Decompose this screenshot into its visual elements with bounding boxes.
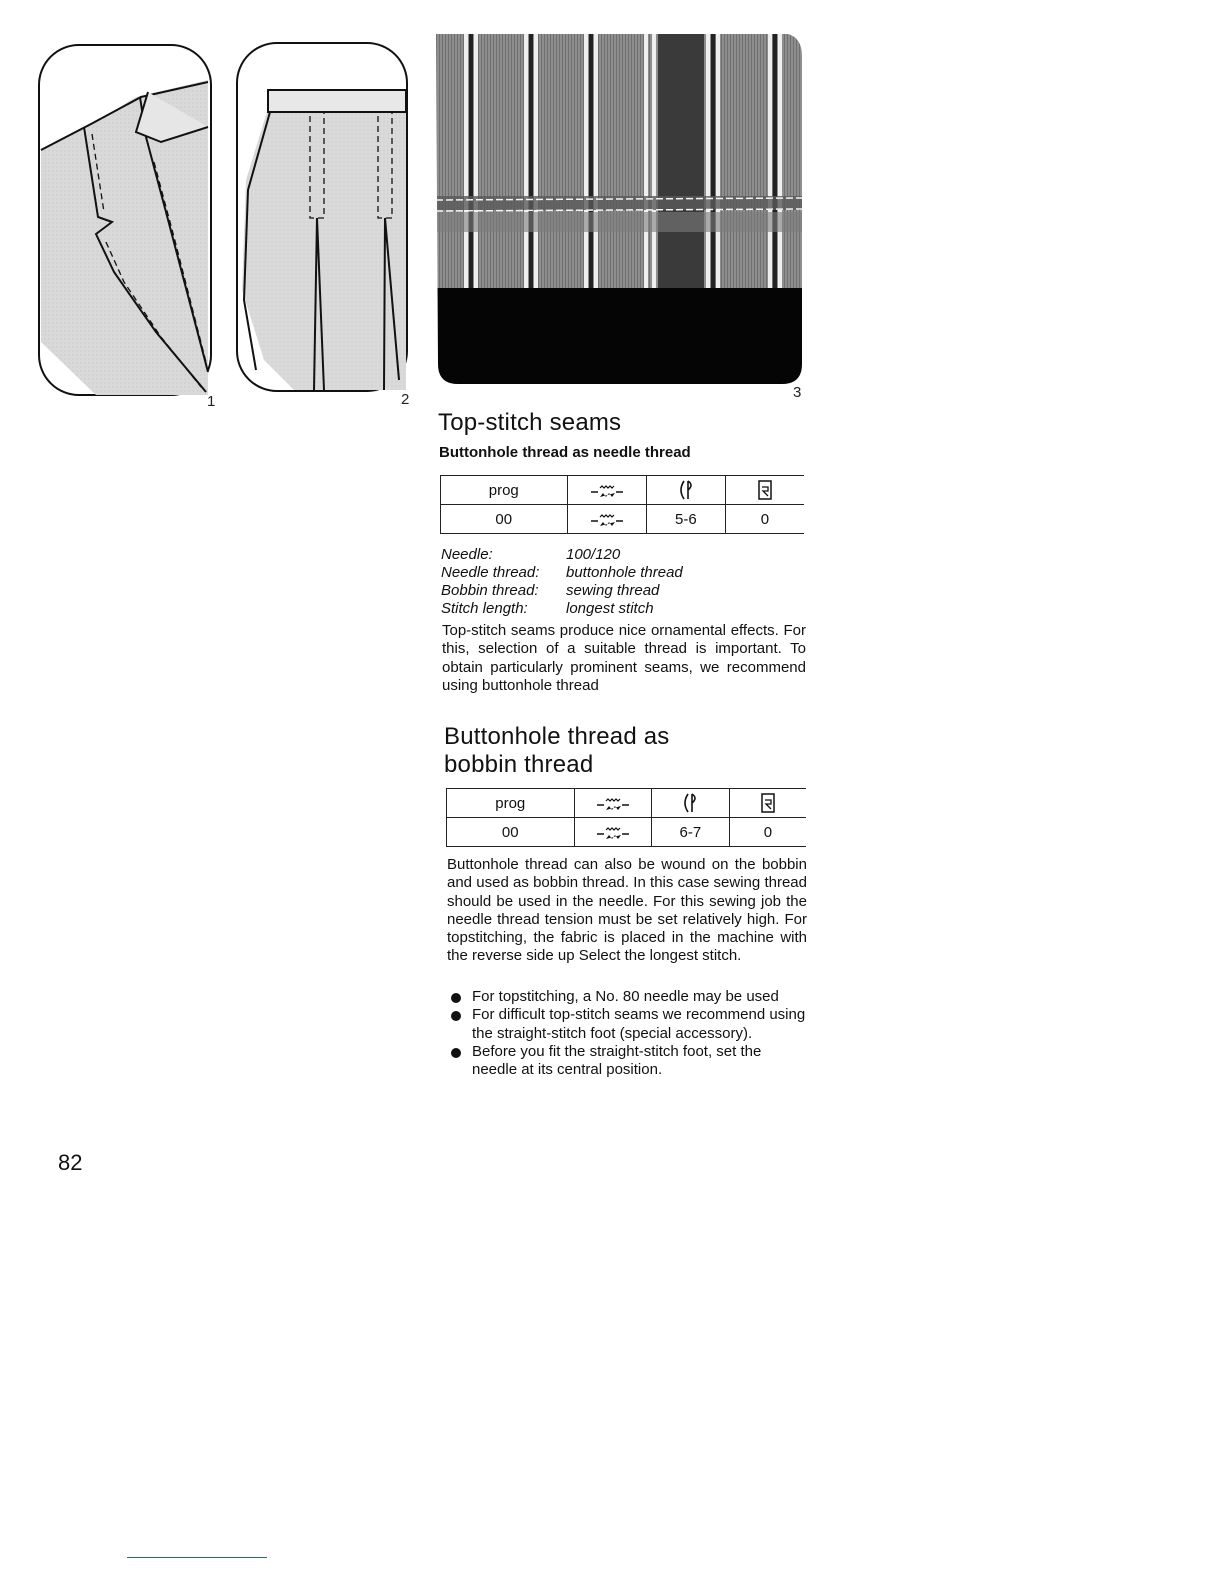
spec-value: sewing thread xyxy=(566,582,660,599)
footer-rule xyxy=(127,1557,267,1558)
figure-3-number: 3 xyxy=(793,384,802,401)
straight-stitch-icon xyxy=(590,483,624,499)
stitch-header-cell xyxy=(574,789,651,818)
spec-value: 100/120 xyxy=(566,546,621,563)
stitch-value-cell xyxy=(567,505,646,534)
figure-3-fabric-photo xyxy=(436,34,804,386)
spec-list xyxy=(441,546,683,618)
spec-bobbin-thread xyxy=(441,582,683,600)
spec-label: Bobbin thread: xyxy=(441,582,539,599)
page-number: 82 xyxy=(58,1150,83,1175)
settings-values-row xyxy=(441,505,805,534)
section1-body: Top-stitch seams produce nice ornamental effects. For this, selection of a suitable thread is important. To obtain particularly prominent seams, we recommend using buttonhole thread xyxy=(442,622,806,694)
spec-label: Needle thread: xyxy=(441,564,540,581)
settings-values-row xyxy=(447,818,807,847)
foot-header-cell xyxy=(725,476,804,505)
list-item xyxy=(446,988,808,1006)
straight-stitch-icon xyxy=(596,796,630,812)
figure-1-number: 1 xyxy=(207,393,216,410)
foot-header-cell xyxy=(729,789,806,818)
straight-stitch-icon xyxy=(590,512,624,528)
spec-label: Needle: xyxy=(441,546,493,563)
spec-label: Stitch length: xyxy=(441,600,528,617)
stitch-value-cell xyxy=(574,818,651,847)
list-item-text: For difficult top-stitch seams we recommend using the straight-stitch foot (special accessory). xyxy=(472,1006,806,1042)
spec-value: buttonhole thread xyxy=(566,564,683,581)
straight-stitch-icon xyxy=(596,825,630,841)
settings-header-row xyxy=(441,476,805,505)
settings-header-row xyxy=(447,789,807,818)
foot-value: 0 xyxy=(725,505,804,534)
prog-header: prog xyxy=(447,789,575,818)
tension-value: 6-7 xyxy=(651,818,729,847)
prog-value: 00 xyxy=(441,505,568,534)
presser-foot-icon xyxy=(760,792,776,814)
tension-value: 5-6 xyxy=(646,505,725,534)
list-item-text: For topstitching, a No. 80 needle may be used xyxy=(472,988,779,1005)
foot-value: 0 xyxy=(729,818,806,847)
figure-2-trouser-illustration xyxy=(234,40,410,394)
prog-header: prog xyxy=(441,476,568,505)
tension-header-cell xyxy=(651,789,729,818)
section2-body: Buttonhole thread can also be wound on the bobbin and used as bobbin thread. In this case sewing thread should be used in the needle. For this sewing job the needle thread tension must be set relatively high. For topstitching, the fabric is placed in the machine with the reverse side up Select the longest stitch. xyxy=(447,856,807,965)
section-title-topstitch-seams: Top-stitch seams xyxy=(438,409,622,436)
spec-value: longest stitch xyxy=(566,600,654,617)
list-item-text: Before you fit the straight-stitch foot, set the needle at its central position. xyxy=(472,1042,762,1079)
figure-2-number: 2 xyxy=(401,391,410,408)
bullet-icon xyxy=(451,993,461,1003)
list-item xyxy=(446,1043,808,1080)
spec-needle xyxy=(441,546,683,564)
section-title-line2: bobbin thread xyxy=(444,751,594,778)
section-subtitle: Buttonhole thread as needle thread xyxy=(439,444,691,461)
section-title-line1: Buttonhole thread as xyxy=(444,723,670,750)
presser-foot-icon xyxy=(757,479,773,501)
thread-tension-icon xyxy=(677,479,695,501)
tips-list xyxy=(446,988,808,1079)
settings-table-2 xyxy=(446,788,806,847)
figure-1-lapel-illustration xyxy=(36,42,216,398)
tension-header-cell xyxy=(646,476,725,505)
settings-table-1 xyxy=(440,475,804,534)
stitch-header-cell xyxy=(567,476,646,505)
list-item xyxy=(446,1006,808,1043)
bullet-icon xyxy=(451,1048,461,1058)
bullet-icon xyxy=(451,1011,461,1021)
prog-value: 00 xyxy=(447,818,575,847)
spec-stitch-length xyxy=(441,600,683,618)
spec-needle-thread xyxy=(441,564,683,582)
thread-tension-icon xyxy=(681,792,699,814)
